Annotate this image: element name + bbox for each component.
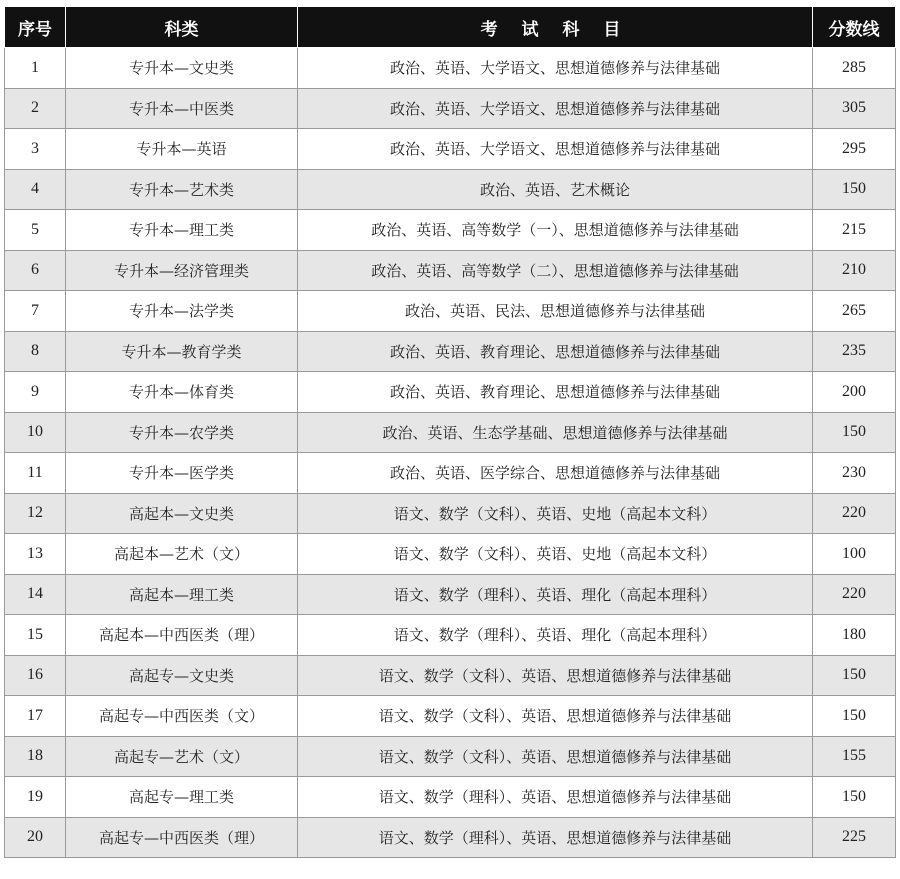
cell-subjects: 语文、数学（理科）、英语、思想道德修养与法律基础 — [298, 777, 813, 818]
score-table-container — [4, 6, 895, 858]
cell-score: 235 — [813, 331, 896, 372]
table-row — [5, 88, 896, 129]
cell-score: 295 — [813, 129, 896, 170]
cell-no: 2 — [5, 88, 66, 129]
table-row — [5, 574, 896, 615]
cell-no: 8 — [5, 331, 66, 372]
cell-no: 19 — [5, 777, 66, 818]
cell-no: 9 — [5, 372, 66, 413]
table-row — [5, 696, 896, 737]
cell-score: 230 — [813, 453, 896, 494]
cell-score: 180 — [813, 615, 896, 656]
cell-score: 155 — [813, 736, 896, 777]
cell-no: 4 — [5, 169, 66, 210]
cell-category: 专升本—文史类 — [66, 48, 298, 89]
score-table — [4, 6, 896, 858]
cell-no: 5 — [5, 210, 66, 251]
table-row — [5, 129, 896, 170]
header-no: 序号 — [5, 7, 66, 48]
cell-category: 专升本—医学类 — [66, 453, 298, 494]
cell-subjects: 语文、数学（文科）、英语、史地（高起本文科） — [298, 493, 813, 534]
header-score: 分数线 — [813, 7, 896, 48]
cell-subjects: 语文、数学（文科）、英语、史地（高起本文科） — [298, 534, 813, 575]
cell-subjects: 政治、英语、教育理论、思想道德修养与法律基础 — [298, 331, 813, 372]
cell-subjects: 政治、英语、高等数学（一）、思想道德修养与法律基础 — [298, 210, 813, 251]
cell-no: 6 — [5, 250, 66, 291]
cell-score: 150 — [813, 777, 896, 818]
table-row — [5, 453, 896, 494]
cell-score: 220 — [813, 493, 896, 534]
cell-subjects: 语文、数学（文科）、英语、思想道德修养与法律基础 — [298, 655, 813, 696]
cell-subjects: 政治、英语、大学语文、思想道德修养与法律基础 — [298, 88, 813, 129]
table-row — [5, 493, 896, 534]
cell-score: 150 — [813, 412, 896, 453]
cell-subjects: 政治、英语、大学语文、思想道德修养与法律基础 — [298, 48, 813, 89]
cell-score: 100 — [813, 534, 896, 575]
header-row — [5, 7, 896, 48]
cell-subjects: 政治、英语、大学语文、思想道德修养与法律基础 — [298, 129, 813, 170]
cell-score: 150 — [813, 696, 896, 737]
table-row — [5, 777, 896, 818]
cell-category: 专升本—经济管理类 — [66, 250, 298, 291]
cell-subjects: 政治、英语、民法、思想道德修养与法律基础 — [298, 291, 813, 332]
cell-no: 16 — [5, 655, 66, 696]
cell-category: 专升本—中医类 — [66, 88, 298, 129]
cell-subjects: 语文、数学（理科）、英语、理化（高起本理科） — [298, 574, 813, 615]
cell-score: 215 — [813, 210, 896, 251]
header-subjects: 考 试 科 目 — [298, 7, 813, 48]
cell-category: 高起本—艺术（文） — [66, 534, 298, 575]
cell-category: 专升本—教育学类 — [66, 331, 298, 372]
cell-category: 高起本—理工类 — [66, 574, 298, 615]
table-row — [5, 615, 896, 656]
table-row — [5, 655, 896, 696]
cell-subjects: 语文、数学（理科）、英语、思想道德修养与法律基础 — [298, 817, 813, 858]
cell-no: 14 — [5, 574, 66, 615]
cell-score: 210 — [813, 250, 896, 291]
table-row — [5, 291, 896, 332]
cell-no: 15 — [5, 615, 66, 656]
cell-category: 高起本—中西医类（理） — [66, 615, 298, 656]
cell-no: 10 — [5, 412, 66, 453]
cell-no: 20 — [5, 817, 66, 858]
cell-category: 专升本—法学类 — [66, 291, 298, 332]
cell-score: 285 — [813, 48, 896, 89]
cell-category: 高起本—文史类 — [66, 493, 298, 534]
cell-no: 12 — [5, 493, 66, 534]
cell-no: 11 — [5, 453, 66, 494]
cell-subjects: 语文、数学（文科）、英语、思想道德修养与法律基础 — [298, 696, 813, 737]
table-row — [5, 412, 896, 453]
cell-score: 225 — [813, 817, 896, 858]
cell-subjects: 政治、英语、生态学基础、思想道德修养与法律基础 — [298, 412, 813, 453]
cell-no: 7 — [5, 291, 66, 332]
cell-score: 150 — [813, 655, 896, 696]
cell-category: 高起专—中西医类（文） — [66, 696, 298, 737]
cell-no: 1 — [5, 48, 66, 89]
cell-category: 高起专—理工类 — [66, 777, 298, 818]
cell-score: 265 — [813, 291, 896, 332]
header-category: 科类 — [66, 7, 298, 48]
cell-score: 220 — [813, 574, 896, 615]
cell-score: 305 — [813, 88, 896, 129]
cell-category: 专升本—艺术类 — [66, 169, 298, 210]
cell-subjects: 政治、英语、艺术概论 — [298, 169, 813, 210]
cell-category: 专升本—体育类 — [66, 372, 298, 413]
cell-subjects: 语文、数学（文科）、英语、思想道德修养与法律基础 — [298, 736, 813, 777]
cell-no: 18 — [5, 736, 66, 777]
cell-category: 高起专—文史类 — [66, 655, 298, 696]
table-row — [5, 331, 896, 372]
table-row — [5, 210, 896, 251]
table-row — [5, 736, 896, 777]
table-row — [5, 48, 896, 89]
cell-subjects: 政治、英语、高等数学（二）、思想道德修养与法律基础 — [298, 250, 813, 291]
cell-no: 13 — [5, 534, 66, 575]
table-row — [5, 372, 896, 413]
cell-category: 专升本—农学类 — [66, 412, 298, 453]
cell-subjects: 政治、英语、医学综合、思想道德修养与法律基础 — [298, 453, 813, 494]
table-row — [5, 534, 896, 575]
cell-no: 17 — [5, 696, 66, 737]
cell-subjects: 语文、数学（理科）、英语、理化（高起本理科） — [298, 615, 813, 656]
cell-score: 200 — [813, 372, 896, 413]
table-row — [5, 250, 896, 291]
table-row — [5, 817, 896, 858]
cell-category: 专升本—英语 — [66, 129, 298, 170]
cell-category: 高起专—中西医类（理） — [66, 817, 298, 858]
cell-category: 高起专—艺术（文） — [66, 736, 298, 777]
cell-score: 150 — [813, 169, 896, 210]
cell-subjects: 政治、英语、教育理论、思想道德修养与法律基础 — [298, 372, 813, 413]
cell-category: 专升本—理工类 — [66, 210, 298, 251]
table-row — [5, 169, 896, 210]
cell-no: 3 — [5, 129, 66, 170]
